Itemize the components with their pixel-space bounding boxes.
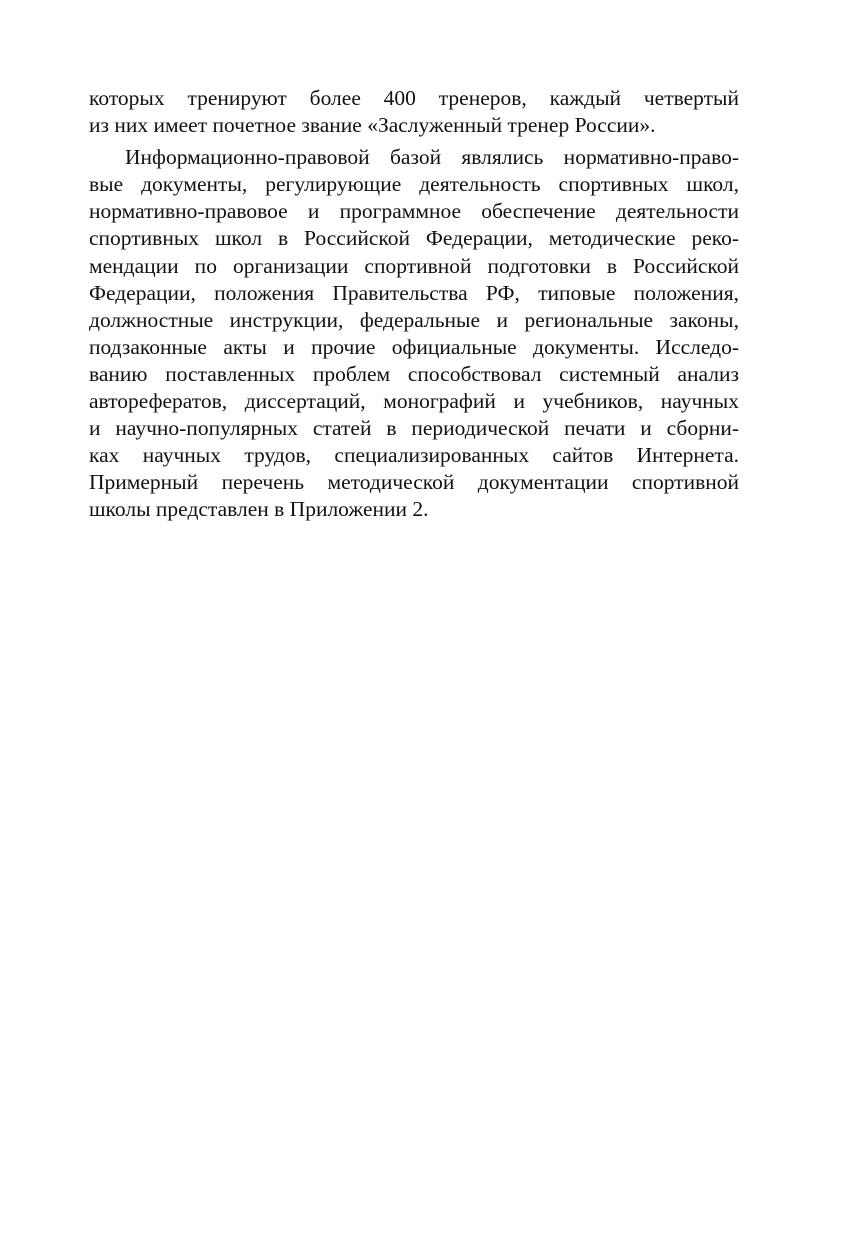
- text-line: спортивных школ в Российской Федерации, методические реко-: [89, 226, 739, 251]
- text-line: Федерации, положения Правительства РФ, типовые положения,: [89, 280, 739, 305]
- text-line: ванию поставленных проблем способствовал системный анализ: [89, 361, 739, 386]
- text-line: подзаконные акты и прочие официальные документы. Исследо-: [89, 334, 739, 359]
- text-line: нормативно-правовое и программное обеспечение деятельности: [89, 199, 739, 224]
- text-line: из них имеет почетное звание «Заслуженный тренер России».: [89, 113, 656, 138]
- paragraph-1: [89, 85, 739, 139]
- text-line: мендации по организации спортивной подготовки в Российской: [89, 253, 739, 278]
- text-line: которых тренируют более 400 тренеров, каждый четвертый: [89, 86, 739, 110]
- text-line: ках научных трудов, специализированных сайтов Интернета.: [89, 443, 739, 468]
- text-line: школы представлен в Приложении 2.: [89, 497, 429, 522]
- text-line: должностные инструкции, федеральные и региональные законы,: [89, 307, 739, 332]
- text-line: и научно-популярных статей в периодической печати и сборни-: [89, 416, 739, 441]
- text-line: Примерный перечень методической документации спортивной: [89, 470, 739, 495]
- paragraph-2: [89, 144, 739, 523]
- text-line: авторефератов, диссертаций, монографий и учебников, научных: [89, 389, 739, 414]
- text-line: вые документы, регулирующие деятельность спортивных школ,: [89, 172, 739, 197]
- body-text: [89, 85, 739, 524]
- text-line: Информационно-правовой базой являлись нормативно-право-: [125, 145, 739, 170]
